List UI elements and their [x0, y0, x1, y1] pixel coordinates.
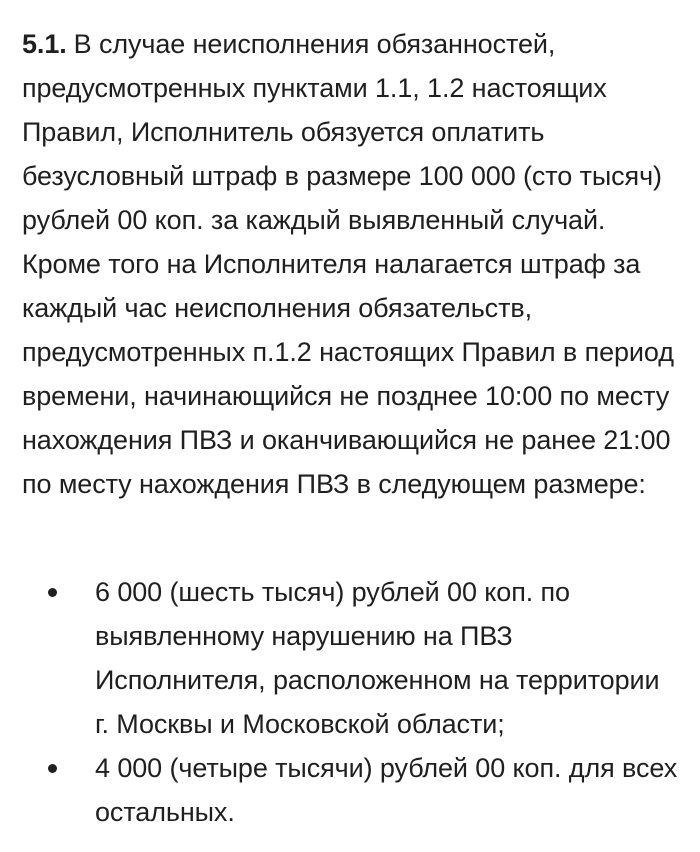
bullet-line: г. Москвы и Московской области;	[95, 709, 505, 739]
bullet-line: остальных.	[95, 797, 235, 827]
section-number: 5.1.	[22, 29, 67, 59]
paragraph-line: нахождения ПВЗ и оканчивающийся не ранее 21:00	[22, 425, 671, 455]
paragraph-line-text: В случае неисполнения обязанностей,	[73, 29, 556, 59]
bullet-dot-icon	[48, 764, 57, 773]
paragraph-line	[22, 22, 700, 66]
section-5-1-paragraph	[0, 22, 700, 506]
penalty-bullet-list	[0, 570, 700, 834]
list-item	[0, 746, 700, 834]
paragraph-line: рублей 00 коп. за каждый выявленный случай.	[22, 205, 606, 235]
paragraph-line: Правил, Исполнитель обязуется оплатить	[22, 117, 545, 147]
paragraph-line: по месту нахождения ПВЗ в следующем размере:	[22, 469, 646, 499]
bullet-dot-icon	[48, 588, 57, 597]
paragraph-line: Кроме того на Исполнителя налагается штраф за	[22, 249, 641, 279]
bullet-line: 6 000 (шесть тысяч) рублей 00 коп. по	[95, 577, 570, 607]
paragraph-line: предусмотренных пунктами 1.1, 1.2 настоящих	[22, 73, 607, 103]
paragraph-line: безусловный штраф в размере 100 000 (сто тысяч)	[22, 161, 662, 191]
paragraph-line: каждый час неисполнения обязательств,	[22, 293, 532, 323]
paragraph-line: времени, начинающийся не позднее 10:00 по месту	[22, 381, 670, 411]
paragraph-line: предусмотренных п.1.2 настоящих Правил в период	[22, 337, 674, 367]
bullet-line: 4 000 (четыре тысячи) рублей 00 коп. для всех	[95, 753, 678, 783]
bullet-line: Исполнителя, расположенном на территории	[95, 665, 660, 695]
list-item	[0, 570, 700, 746]
bullet-line: выявленному нарушению на ПВЗ	[95, 621, 513, 651]
